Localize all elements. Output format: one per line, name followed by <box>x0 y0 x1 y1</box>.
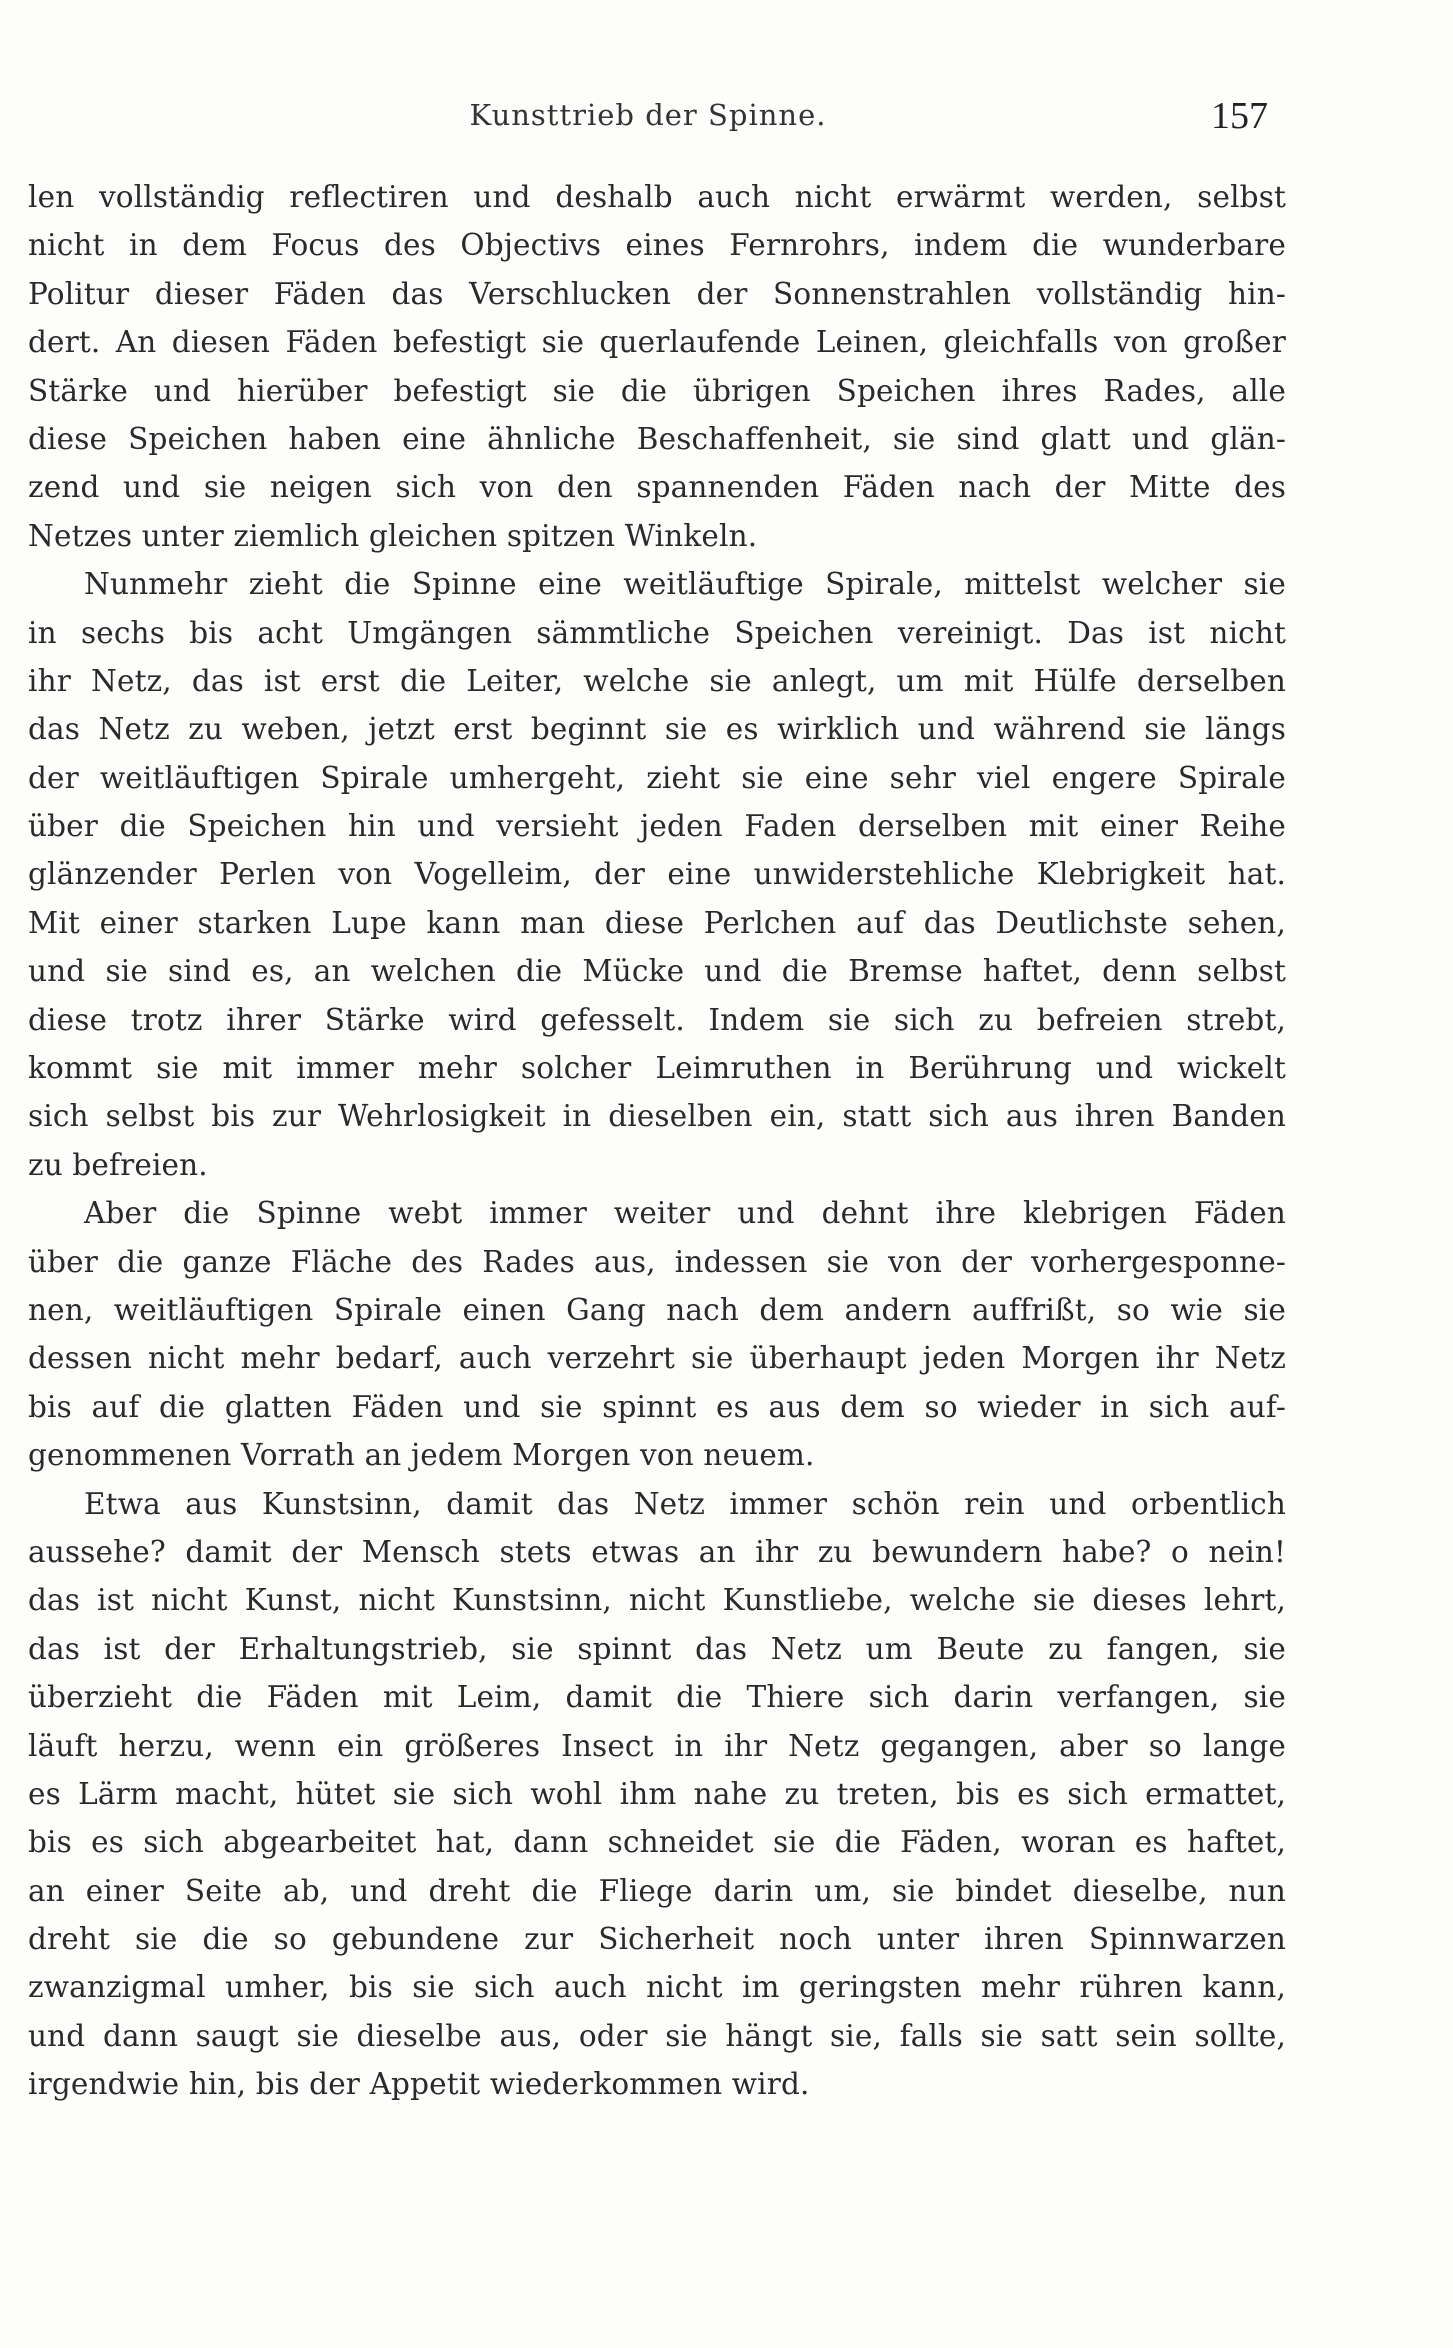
text-line: zwanzigmal umher, bis sie sich auch nicht im geringsten mehr rühren kann, <box>28 1970 1286 2005</box>
text-line: Netzes unter ziemlich gleichen spitzen Winkeln. <box>28 518 758 553</box>
text-line: ihr Netz, das ist erst die Leiter, welche sie anlegt, um mit Hülfe derselben <box>28 663 1286 698</box>
text-line: und sie sind es, an welchen die Mücke und die Bremse haftet, denn selbst <box>28 954 1286 989</box>
body-text <box>28 173 1286 2109</box>
text-line: irgendwie hin, bis der Appetit wiederkommen wird. <box>28 2067 810 2102</box>
text-line: len vollständig reflectiren und deshalb auch nicht erwärmt werden, selbst <box>28 180 1286 214</box>
text-line: das ist der Erhaltungstrieb, sie spinnt das Netz um Beute zu fangen, sie <box>28 1631 1286 1666</box>
text-line: Politur dieser Fäden das Verschlucken der Sonnenstrahlen vollständig hin- <box>28 276 1286 311</box>
text-line: das Netz zu weben, jetzt erst beginnt sie es wirklich und während sie längs <box>28 712 1286 747</box>
text-line: Aber die Spinne webt immer weiter und dehnt ihre klebrigen Fäden <box>84 1196 1286 1231</box>
running-head <box>28 95 1268 138</box>
text-line: an einer Seite ab, und dreht die Fliege darin um, sie bindet dieselbe, nun <box>28 1873 1286 1908</box>
text-line: das ist nicht Kunst, nicht Kunstsinn, nicht Kunstliebe, welche sie dieses lehrt, <box>28 1583 1286 1618</box>
text-line: dert. An diesen Fäden befestigt sie querlaufende Leinen, gleichfalls von großer <box>28 325 1286 360</box>
text-line: und dann saugt sie dieselbe aus, oder sie hängt sie, falls sie satt sein sollte, <box>28 2018 1286 2053</box>
text-line: Mit einer starken Lupe kann man diese Perlchen auf das Deutlichste sehen, <box>28 905 1286 940</box>
text-line: über die ganze Fläche des Rades aus, indessen sie von der vorhergesponne- <box>28 1244 1286 1279</box>
text-line: aussehe? damit der Mensch stets etwas an ihr zu bewundern habe? o nein! <box>28 1534 1286 1569</box>
text-line: sich selbst bis zur Wehrlosigkeit in dieselben ein, statt sich aus ihren Banden <box>28 1099 1286 1134</box>
text-line: in sechs bis acht Umgängen sämmtliche Speichen vereinigt. Das ist nicht <box>28 615 1286 650</box>
text-line: Etwa aus Kunstsinn, damit das Netz immer schön rein und orbentlich <box>84 1486 1286 1521</box>
text-line: bis auf die glatten Fäden und sie spinnt es aus dem so wieder in sich auf- <box>28 1389 1286 1424</box>
text-line: Stärke und hierüber befestigt sie die übrigen Speichen ihres Rades, alle <box>28 373 1286 408</box>
text-line: bis es sich abgearbeitet hat, dann schneidet sie die Fäden, woran es haftet, <box>28 1825 1286 1860</box>
text-line: läuft herzu, wenn ein größeres Insect in ihr Netz gegangen, aber so lange <box>28 1728 1286 1763</box>
text-line: dessen nicht mehr bedarf, auch verzehrt sie überhaupt jeden Morgen ihr Netz <box>28 1341 1286 1376</box>
running-title: Kunsttrieb der Spinne. <box>469 98 827 132</box>
text-line: Nunmehr zieht die Spinne eine weitläuftige Spirale, mittelst welcher sie <box>84 567 1286 602</box>
text-line: zu befreien. <box>28 1147 208 1182</box>
text-line: diese Speichen haben eine ähnliche Beschaffenheit, sie sind glatt und glän- <box>28 421 1286 456</box>
text-line: glänzender Perlen von Vogelleim, der eine unwiderstehliche Klebrigkeit hat. <box>28 857 1286 892</box>
text-line: überzieht die Fäden mit Leim, damit die Thiere sich darin verfangen, sie <box>28 1680 1286 1715</box>
text-line: es Lärm macht, hütet sie sich wohl ihm nahe zu treten, bis es sich ermattet, <box>28 1776 1286 1811</box>
text-line: kommt sie mit immer mehr solcher Leimruthen in Berührung und wickelt <box>28 1051 1286 1086</box>
text-line: nicht in dem Focus des Objectivs eines Fernrohrs, indem die wunderbare <box>28 228 1286 263</box>
text-line: dreht sie die so gebundene zur Sicherheit noch unter ihren Spinnwarzen <box>28 1922 1286 1957</box>
text-line: nen, weitläuftigen Spirale einen Gang nach dem andern auffrißt, so wie sie <box>28 1292 1286 1327</box>
text-line: der weitläuftigen Spirale umhergeht, zieht sie eine sehr viel engere Spirale <box>28 760 1286 795</box>
text-line: zend und sie neigen sich von den spannenden Fäden nach der Mitte des <box>28 470 1286 505</box>
text-line: über die Speichen hin und versieht jeden Faden derselben mit einer Reihe <box>28 809 1286 844</box>
page-number: 157 <box>1211 95 1268 137</box>
text-line: diese trotz ihrer Stärke wird gefesselt. Indem sie sich zu befreien strebt, <box>28 1002 1286 1037</box>
text-line: genommenen Vorrath an jedem Morgen von neuem. <box>28 1438 815 1473</box>
